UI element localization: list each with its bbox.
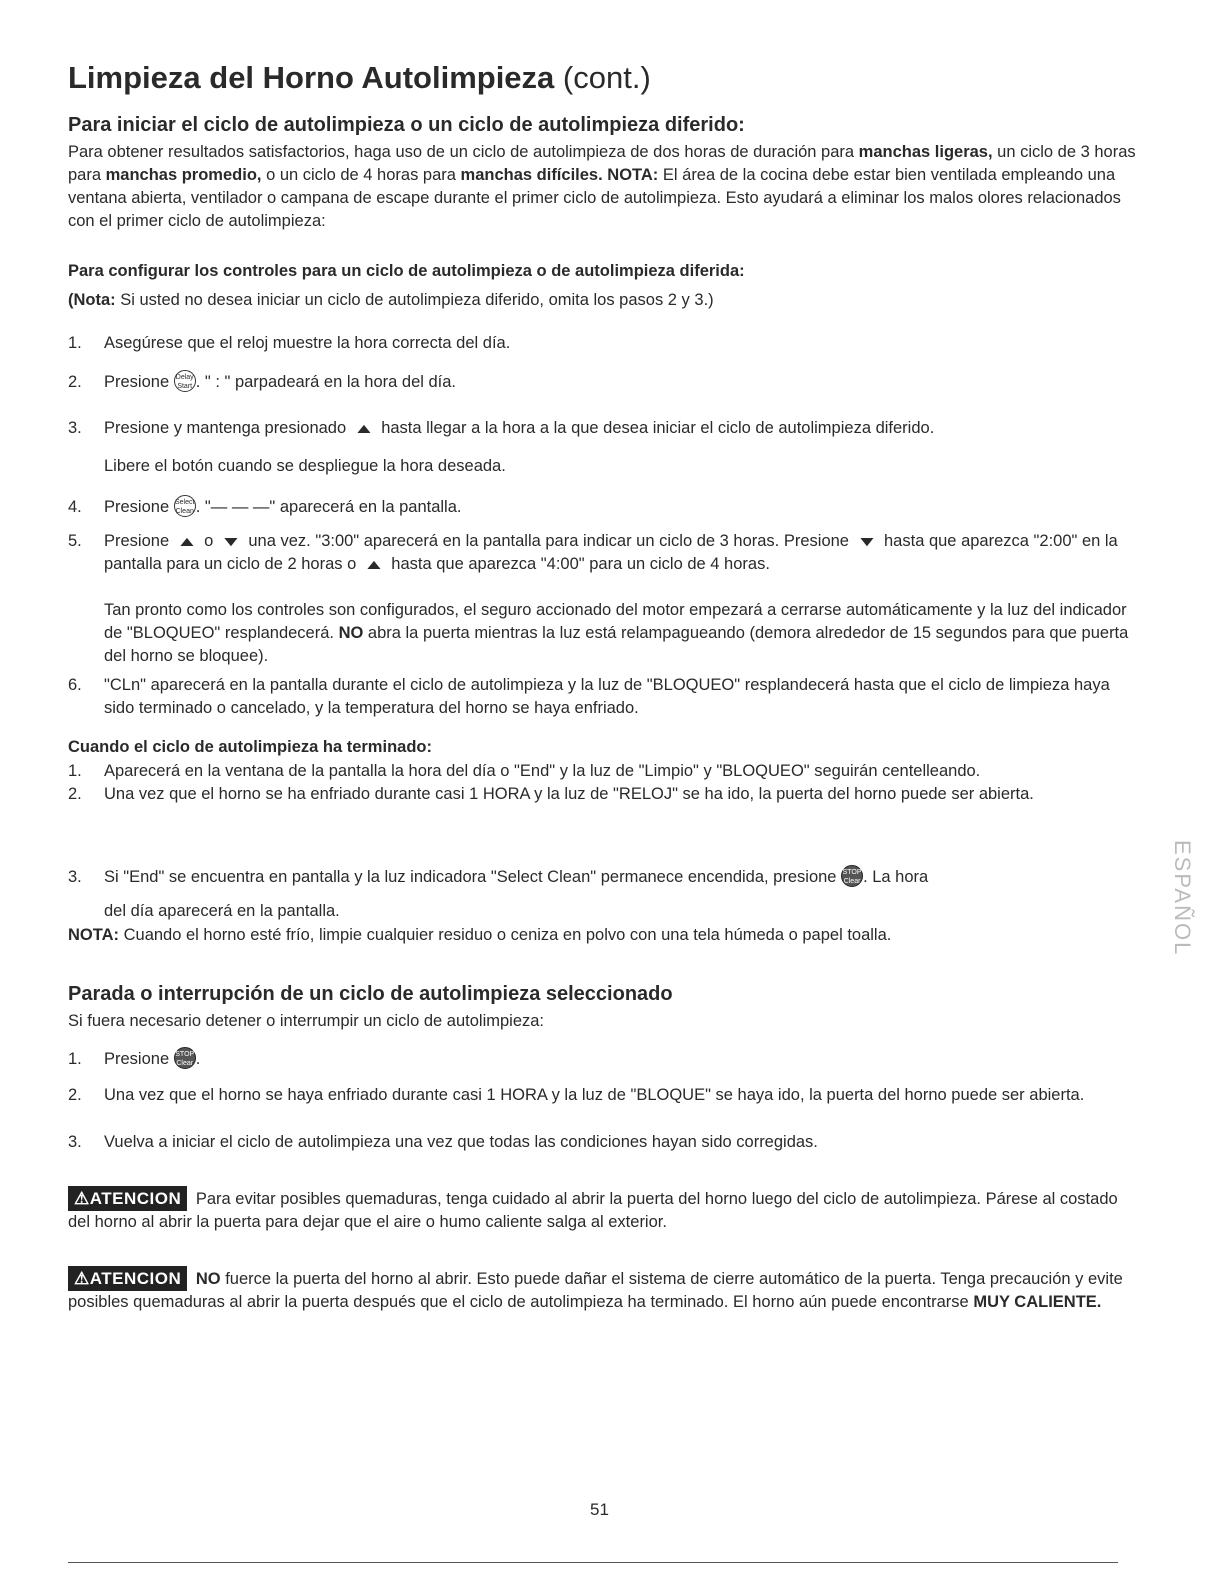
note-skip-steps: (Nota: Si usted no desea iniciar un ciclo de autolimpieza diferido, omita los pasos 2 y 3.) (68, 291, 714, 309)
warning-do-not-force: ⚠ATENCION NO fuerce la puerta del horno al abrir. Esto puede dañar el sistema de cierre automático de la puerta. Tenga precaución y evite posibles quemaduras al abrir la puerta después que el ciclo de autolimpieza ha terminado. El horno aún puede encontrarse MUY CALIENTE. (68, 1266, 1143, 1314)
note-clean-residue: NOTA: Cuando el horno esté frío, limpie cualquier residuo o ceniza en polvo con una tela húmeda o papel toalla. (68, 926, 892, 944)
warning-badge: ⚠ATENCION (68, 1266, 187, 1291)
down-arrow-icon: ▼ (855, 533, 878, 549)
up-arrow-icon: ▲ (352, 420, 375, 436)
stop-clear-button-icon: STOP Clear (841, 865, 863, 887)
stop-intro: Si fuera necesario detener o interrumpir un ciclo de autolimpieza: (68, 1012, 545, 1030)
warning-badge: ⚠ATENCION (68, 1186, 187, 1211)
up-arrow-icon: ▲ (175, 533, 198, 549)
page-title: Limpieza del Horno Autolimpieza (cont.) (68, 60, 651, 95)
down-arrow-icon: ▼ (219, 533, 242, 549)
warning-burns: ⚠ATENCION Para evitar posibles quemaduras, tenga cuidado al abrir la puerta del horno luego del ciclo de autolimpieza. Párese al costado del horno al abrir la puerta para dejar que el aire o humo caliente salga al exterior. (68, 1186, 1143, 1234)
section-heading-configure: Para configurar los controles para un ciclo de autolimpieza o de autolimpieza diferida: (68, 262, 745, 280)
intro-paragraph: Para obtener resultados satisfactorios, haga uso de un ciclo de autolimpieza de dos horas de duración para manchas ligeras, un ciclo de 3 horas para manchas promedio, o un ciclo de 4 horas para manchas difíciles. NOTA: El área de la cocina debe estar bien ventilada empleando una ventana abierta, ventilador o campana de escape durante el primer ciclo de autolimpieza. Esto ayudará a eliminar los malos olores relacionados con el primer ciclo de autolimpieza: (68, 143, 1136, 230)
footer-divider (68, 1562, 1118, 1563)
section-heading-start-cycle: Para iniciar el ciclo de autolimpieza o un ciclo de autolimpieza diferido: (68, 114, 745, 136)
section-heading-stop-cycle: Parada o interrupción de un ciclo de autolimpieza seleccionado (68, 983, 673, 1005)
stop-clear-button-icon: STOP Clear (174, 1047, 196, 1069)
select-clean-button-icon: Select Clean (174, 495, 196, 517)
delay-start-button-icon: Delay Start (174, 370, 196, 392)
up-arrow-icon: ▲ (362, 556, 385, 572)
language-side-tab: ESPAÑOL (1170, 840, 1195, 957)
section-heading-cycle-finished: Cuando el ciclo de autolimpieza ha terminado: (68, 738, 432, 756)
page-number: 51 (590, 1500, 609, 1519)
